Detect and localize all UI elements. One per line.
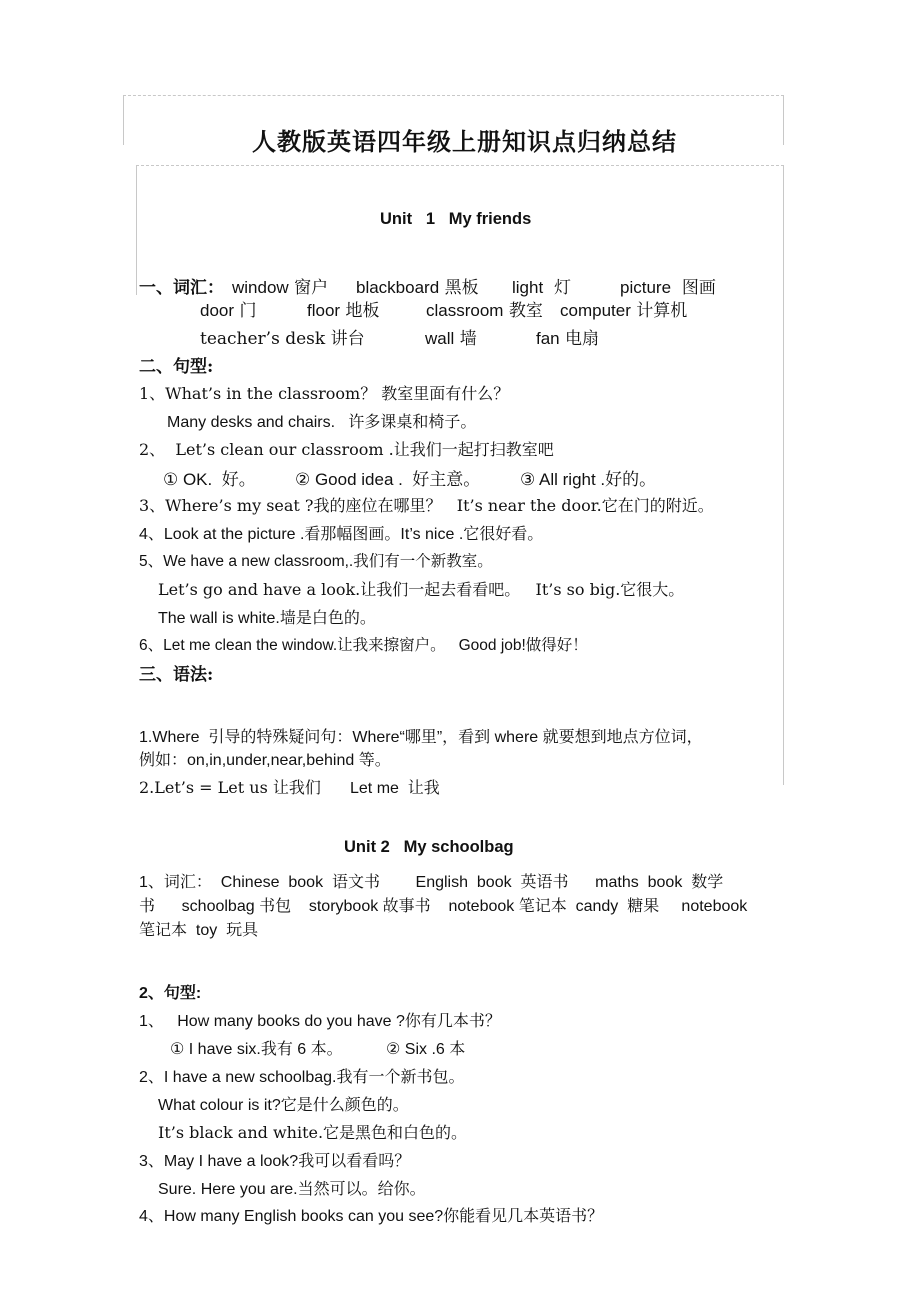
unit2-sentences-label: 2、句型:	[139, 985, 202, 1002]
frame-inner-left	[136, 165, 137, 295]
vocab-item: fan 电扇	[536, 329, 600, 349]
unit2-vocab-line: 1、词汇： Chinese book 语文书 English book 英语书 maths book 数学	[139, 874, 724, 891]
sentence-line: 2、I have a new schoolbag.我有一个新书包。	[139, 1069, 465, 1086]
sentence-line: 6、Let me clean the window.让我来擦窗户。 Good job!做得好！	[139, 637, 588, 654]
sentence-line: 5、We have a new classroom,.我们有一个新教室。	[139, 553, 493, 570]
unit1-vocab-label: 一、词汇：	[139, 278, 224, 298]
sentence-line: ② Good idea . 好主意。	[295, 470, 481, 489]
page-title: 人教版英语四年级上册知识点归纳总结	[252, 127, 677, 156]
vocab-item: door 门	[200, 301, 257, 321]
vocab-item: window 窗户	[232, 278, 329, 298]
sentence-line: 3、May I have a look?我可以看看吗？	[139, 1153, 411, 1170]
frame-right-top	[783, 95, 784, 145]
sentence-line: Many desks and chairs. 许多课桌和椅子。	[167, 414, 477, 431]
frame-inner-right	[783, 165, 784, 785]
sentence-line: ③ All right .好的。	[520, 470, 657, 489]
frame-inner-top	[136, 165, 784, 166]
grammar-line: 2.Let’s = Let us 让我们	[139, 778, 321, 797]
sentence-line: It’s black and white.它是黑色和白色的。	[158, 1123, 468, 1142]
vocab-item: blackboard 黑板	[356, 278, 479, 298]
grammar-line: 1.Where 引导的特殊疑问句：Where“哪里”，看到 where 就要想到地点方位词，	[139, 729, 703, 746]
frame-left-top	[123, 95, 124, 145]
sentence-line: ① OK. 好。	[163, 470, 256, 489]
vocab-item: light 灯	[512, 278, 571, 298]
grammar-line: 例如：on,in,under,near,behind 等。	[139, 752, 391, 769]
vocab-item: picture 图画	[620, 278, 716, 298]
unit2-vocab-line: 书 schoolbag 书包 storybook 故事书 notebook 笔记本 candy 糖果 notebook	[139, 898, 748, 915]
sentence-line: Sure. Here you are.当然可以。给你。	[158, 1181, 426, 1198]
vocab-item: classroom 教室	[426, 301, 543, 321]
sentence-line: 3、Where’s my seat ?我的座位在哪里？ It’s near the door.它在门的附近。	[139, 496, 714, 515]
unit1-sentences-label: 二、句型:	[139, 357, 214, 377]
unit2-vocab-line: 笔记本 toy 玩具	[139, 922, 259, 939]
sentence-line: 4、How many English books can you see?你能看见几本英语书？	[139, 1208, 604, 1225]
sentence-line: What colour is it?它是什么颜色的。	[158, 1097, 409, 1114]
unit1-grammar-label: 三、语法:	[139, 665, 214, 685]
vocab-item: floor 地板	[307, 301, 380, 321]
sentence-line: Let’s go and have a look.让我们一起去看看吧。 It’s so big.它很大。	[158, 580, 685, 599]
vocab-item: wall 墙	[425, 329, 477, 349]
sentence-line: ② Six .6 本	[386, 1041, 466, 1058]
unit1-heading: Unit 1 My friends	[380, 210, 532, 228]
sentence-line: 2、 Let’s clean our classroom .让我们一起打扫教室吧	[139, 440, 554, 459]
vocab-item: computer 计算机	[560, 301, 688, 321]
sentence-line: The wall is white.墙是白色的。	[158, 610, 376, 627]
frame-top	[123, 95, 784, 96]
sentence-line: 4、Look at the picture .看那幅图画。It’s nice .它很好看。	[139, 526, 544, 543]
sentence-line: ① I have six.我有 6 本。	[170, 1041, 343, 1058]
unit2-heading: Unit 2 My schoolbag	[344, 838, 514, 856]
sentence-line: 1、 How many books do you have ?你有几本书？	[139, 1013, 501, 1030]
sentence-line: 1、What’s in the classroom？ 教室里面有什么？	[139, 384, 510, 403]
grammar-line: Let me 让我	[350, 780, 440, 797]
vocab-item: teacher’s desk 讲台	[200, 329, 365, 349]
